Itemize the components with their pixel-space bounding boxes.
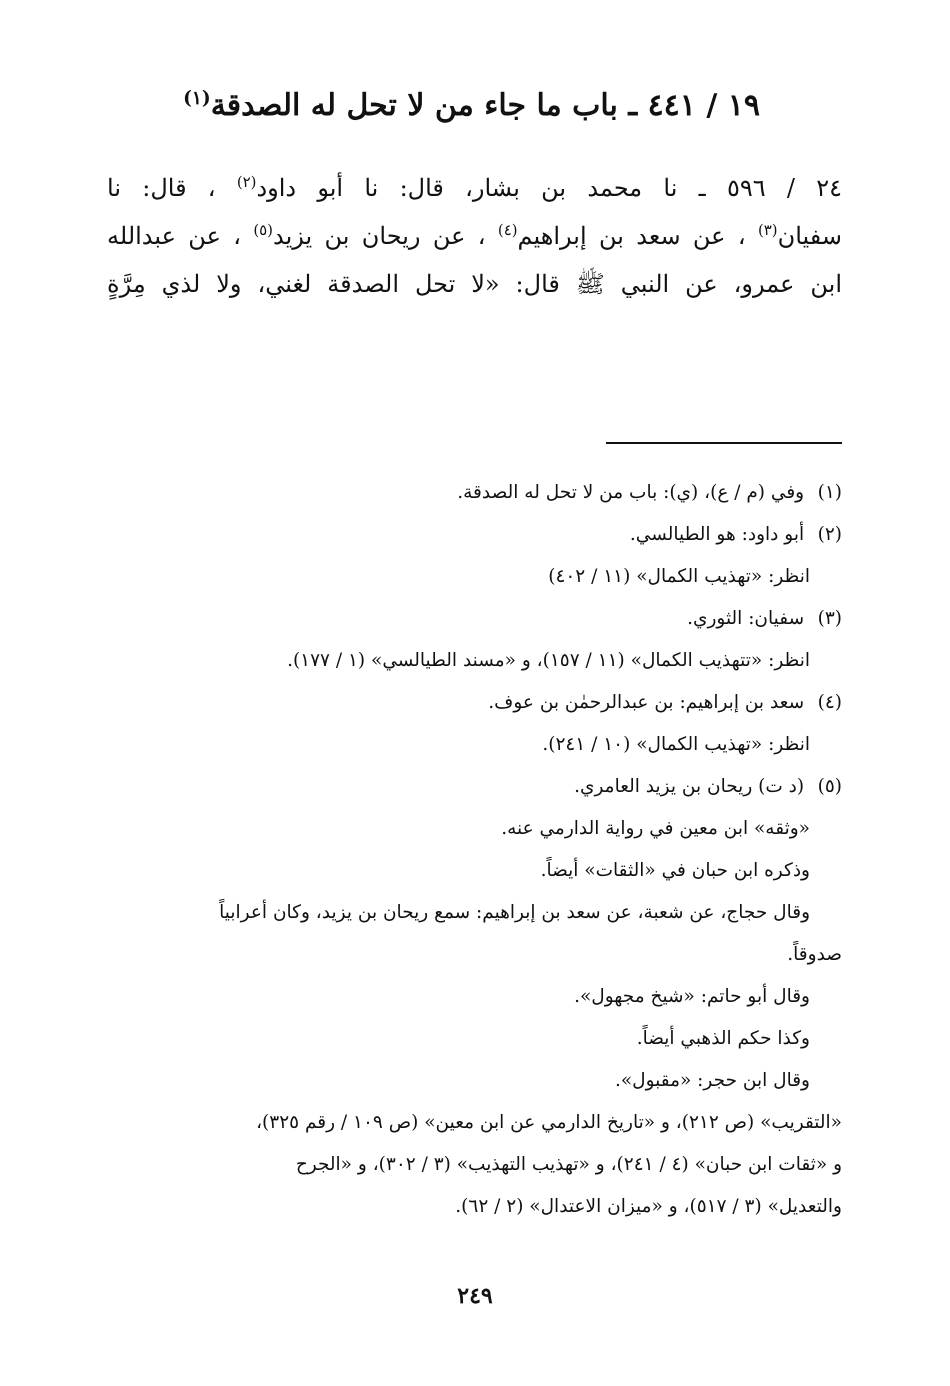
footnote-4-reference: انظر: «تهذيب الكمال» (١٠ / ٢٤١). xyxy=(542,734,810,755)
footnote-5-line: صدوقاً. xyxy=(787,944,842,965)
hadith-line-3: ابن عمرو، عن النبي ﷺ قال: «لا تحل الصدقة لغني، ولا لذي مِرَّةٍ xyxy=(107,270,842,298)
footnote-1: (١) وفي (م / ع)، (ي): باب من لا تحل له الصدقة. xyxy=(457,482,842,503)
hadith-text xyxy=(107,164,842,308)
page-number: ٢٤٩ xyxy=(457,1283,493,1309)
footnote-5-sources: و «ثقات ابن حبان» (٤ / ٢٤١)، و «تهذيب التهذيب» (٣ / ٣٠٢)، و «الجرح xyxy=(295,1154,842,1175)
footnote-5-line: وقال ابن حجر: «مقبول». xyxy=(614,1070,810,1091)
footnote-ref-5[interactable]: (٥) xyxy=(253,221,273,239)
footnote-2: (٢) أبو داود: هو الطيالسي. xyxy=(629,524,842,545)
footnote-5-line: وذكره ابن حبان في «الثقات» أيضاً. xyxy=(540,860,810,881)
hadith-line-1: ٢٤ / ٥٩٦ ـ نا محمد بن بشار، قال: نا أبو داود$^{(٢)}$ ، قال: نا xyxy=(107,173,842,202)
footnote-separator xyxy=(606,442,842,444)
footnote-5-line: وكذا حكم الذهبي أيضاً. xyxy=(636,1028,810,1049)
footnote-5-sources: والتعديل» (٣ / ٥١٧)، و «ميزان الاعتدال» (٢ / ٦٢). xyxy=(455,1196,842,1217)
footnote-4: (٤) سعد بن إبراهيم: بن عبدالرحمٰن بن عوف. xyxy=(488,692,842,713)
footnote-5-line: وقال حجاج، عن شعبة، عن سعد بن إبراهيم: سمع ريحان بن يزيد، وكان أعرابياً xyxy=(219,902,810,923)
footnote-5-line: «وثقه» ابن معين في رواية الدارمي عنه. xyxy=(501,818,810,839)
footnote-5: (٥) (د ت) ريحان بن يزيد العامري. xyxy=(574,776,842,797)
chapter-heading: ـ باب ما جاء من لا تحل له الصدقة xyxy=(210,88,638,123)
chapter-title xyxy=(120,84,760,128)
footnote-ref-2[interactable]: (٢) xyxy=(236,173,257,191)
footnote-2-reference: انظر: «تهذيب الكمال» (١١ / ٤٠٢) xyxy=(548,566,810,587)
footnotes xyxy=(112,472,842,1228)
footnote-3-reference: انظر: «تتهذيب الكمال» (١١ / ١٥٧)، و «مسند الطيالسي» (١ / ١٧٧). xyxy=(287,650,810,671)
footnote-ref-4[interactable]: (٤) xyxy=(497,221,518,239)
footnote-3: (٣) سفيان: الثوري. xyxy=(687,608,842,629)
chapter-number: ١٩ / ٤٤١ xyxy=(647,88,760,123)
footnote-5-line: وقال أبو حاتم: «شيخ مجهول». xyxy=(574,986,810,1007)
footnote-ref-3[interactable]: (٣) xyxy=(757,221,778,239)
chapter-footnote-ref[interactable]: (١) xyxy=(183,88,211,109)
footnote-5-sources: «التقريب» (ص ٢١٢)، و «تاريخ الدارمي عن ابن معين» (ص ١٠٩ / رقم ٣٢٥)، xyxy=(256,1112,842,1133)
hadith-line-2: سفيان$^{(٣)}$ ، عن سعد بن إبراهيم$^{(٤)}$ ، عن ريحان بن يزيد$^{(٥)}$ ، عن عبدالله xyxy=(107,221,843,250)
